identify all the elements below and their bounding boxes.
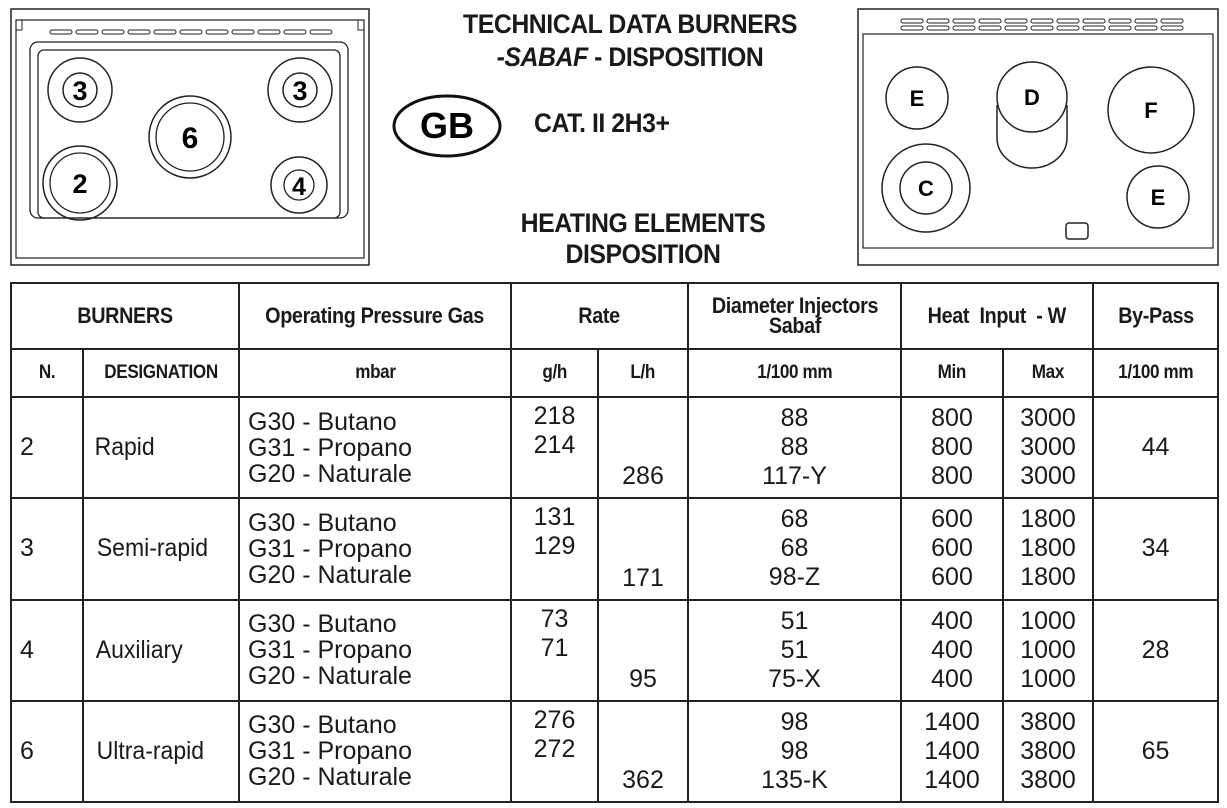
injector-diameters: 98 98 135-K [688,701,901,802]
table-row [11,498,1218,599]
title-line-1: TECHNICAL DATA BURNERS [463,9,797,39]
rate-gh: 131 129 [511,498,598,599]
table-row [11,701,1218,802]
burner-designation: Ultra-rapid [83,701,239,802]
rate-lh: 95 [598,600,688,701]
heat-input-min: 800 800 800 [901,397,1003,498]
burner-label: 3 [292,76,308,106]
heating-elements-title: HEATING ELEMENTS DISPOSITION [520,208,766,269]
element-label: F [1144,98,1158,123]
burner-4-right [271,157,327,213]
brand-name: -SABAF [496,42,588,72]
gb-country-badge [392,94,502,158]
heat-input-min: 600 600 600 [901,498,1003,599]
title-line-2 [400,41,860,74]
diameter-header: Diameter Injectors Sabaf [688,283,901,349]
injector-diameters: 88 88 117-Y [688,397,901,498]
rate-header: Rate [511,283,688,349]
injector-diameters: 51 51 75-X [688,600,901,701]
heat-input-max: 3000 3000 3000 [1003,397,1093,498]
heating-element-e-bottom [1127,166,1189,228]
mbar-subheader: mbar [239,349,511,397]
burner-layout-diagram [10,8,370,266]
burner-designation: Semi-rapid [83,498,239,599]
header-row [11,283,1218,349]
gas-types: G30 - Butano G31 - Propano G20 - Naturale [239,397,511,498]
rate-lh: 171 [598,498,688,599]
gh-subheader: g/h [511,349,598,397]
burner-number: 6 [11,701,83,802]
bypass-value: 44 [1093,397,1218,498]
heating-element-d [997,62,1067,168]
burner-label: 4 [292,173,306,201]
pressure-header: Operating Pressure Gas [239,283,511,349]
max-subheader: Max [1003,349,1093,397]
heat-input-max: 1000 1000 1000 [1003,600,1093,701]
rate-gh: 73 71 [511,600,598,701]
rate-gh: 218 214 [511,397,598,498]
lh-subheader: L/h [598,349,688,397]
rate-lh: 362 [598,701,688,802]
burner-6-center [149,96,231,178]
heating-element-f [1108,67,1194,153]
gas-category: CAT. II 2H3+ [534,108,670,138]
element-label: C [918,176,934,201]
subheader-row [11,349,1218,397]
gb-label: GB [420,105,474,146]
element-label: D [1024,85,1040,110]
burner-3-left [48,58,112,122]
heat-input-header: Heat Input - W [901,283,1093,349]
bypass-value: 34 [1093,498,1218,599]
gas-types: G30 - Butano G31 - Propano G20 - Naturale [239,701,511,802]
bypass-header: By-Pass [1093,283,1218,349]
heat-input-max: 3800 3800 3800 [1003,701,1093,802]
burner-label: 6 [181,122,199,155]
injector-diameters: 68 68 98-Z [688,498,901,599]
rate-gh: 276 272 [511,701,598,802]
table-row [11,600,1218,701]
bypass-mm-subheader: 1/100 mm [1093,349,1218,397]
element-label: E [1150,185,1166,210]
table-row [11,397,1218,498]
rate-lh: 286 [598,397,688,498]
burner-technical-data-table [10,282,1219,803]
element-label: E [909,86,925,111]
min-subheader: Min [901,349,1003,397]
control-indicator [1066,223,1088,239]
heat-input-max: 1800 1800 1800 [1003,498,1093,599]
burner-label: 2 [72,169,88,199]
burners-header: BURNERS [11,283,239,349]
burner-designation: Rapid [83,397,239,498]
title-line-2-rest: - DISPOSITION [587,42,764,72]
burner-number: 3 [11,498,83,599]
burner-3-right [268,58,332,122]
burner-label: 3 [72,76,88,106]
mm-subheader: 1/100 mm [688,349,901,397]
heating-elements-diagram [857,8,1219,266]
designation-subheader: DESIGNATION [83,349,239,397]
bypass-value: 65 [1093,701,1218,802]
heat-input-min: 1400 1400 1400 [901,701,1003,802]
heating-element-c [882,144,970,232]
burner-number: 4 [11,600,83,701]
burner-2-left [43,146,117,220]
bypass-value: 28 [1093,600,1218,701]
gas-types: G30 - Butano G31 - Propano G20 - Naturale [239,600,511,701]
document-title [400,8,860,74]
burner-designation: Auxiliary [83,600,239,701]
burner-number: 2 [11,397,83,498]
n-subheader: N. [11,349,83,397]
gas-types: G30 - Butano G31 - Propano G20 - Naturale [239,498,511,599]
heating-element-e-top [886,67,948,129]
heat-input-min: 400 400 400 [901,600,1003,701]
